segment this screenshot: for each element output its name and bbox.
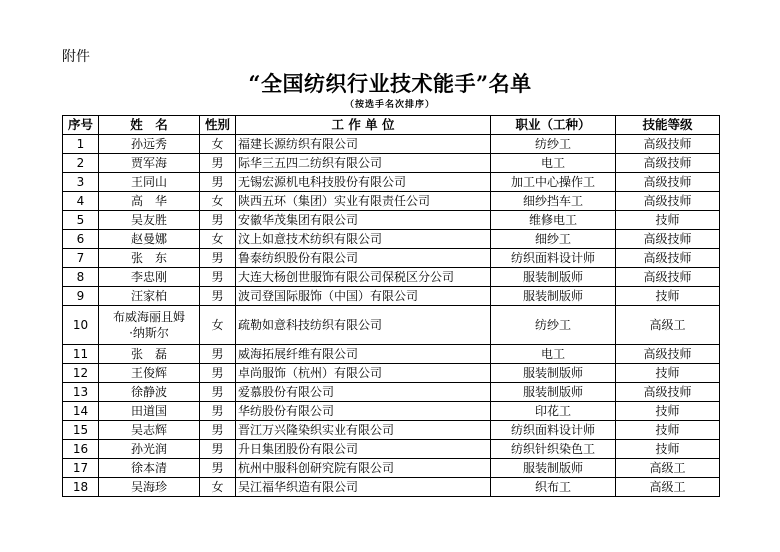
cell-occupation: 印花工 <box>491 402 616 421</box>
cell-number: 8 <box>63 268 99 287</box>
table-row <box>63 211 720 230</box>
cell-company: 波司登国际服饰（中国）有限公司 <box>236 287 491 306</box>
table-row <box>63 173 720 192</box>
cell-level: 高级技师 <box>616 249 720 268</box>
cell-name: 徐本清 <box>99 459 200 478</box>
cell-number: 11 <box>63 345 99 364</box>
cell-name: 吴海珍 <box>99 478 200 497</box>
cell-name: 孙光润 <box>99 440 200 459</box>
cell-company: 杭州中服科创研究院有限公司 <box>236 459 491 478</box>
cell-level: 技师 <box>616 364 720 383</box>
cell-level: 高级技师 <box>616 345 720 364</box>
cell-occupation: 纺纱工 <box>491 135 616 154</box>
cell-level: 技师 <box>616 402 720 421</box>
table-row <box>63 135 720 154</box>
cell-gender: 女 <box>200 135 236 154</box>
cell-gender: 男 <box>200 364 236 383</box>
cell-occupation: 服装制版师 <box>491 459 616 478</box>
cell-level: 高级技师 <box>616 268 720 287</box>
cell-name: 王同山 <box>99 173 200 192</box>
cell-occupation: 纺织针织染色工 <box>491 440 616 459</box>
document-title: “全国纺织行业技术能手”名单 <box>248 71 532 96</box>
cell-name: 高 华 <box>99 192 200 211</box>
cell-company: 鲁泰纺织股份有限公司 <box>236 249 491 268</box>
table-row <box>63 249 720 268</box>
cell-number: 9 <box>63 287 99 306</box>
cell-occupation: 电工 <box>491 154 616 173</box>
column-header-gender: 性别 <box>200 116 236 135</box>
cell-gender: 女 <box>200 478 236 497</box>
cell-level: 高级工 <box>616 478 720 497</box>
cell-company: 升日集团股份有限公司 <box>236 440 491 459</box>
cell-name: 吴志辉 <box>99 421 200 440</box>
cell-company: 卓尚服饰（杭州）有限公司 <box>236 364 491 383</box>
cell-level: 高级技师 <box>616 173 720 192</box>
cell-name: 赵曼娜 <box>99 230 200 249</box>
cell-gender: 男 <box>200 268 236 287</box>
table-row <box>63 440 720 459</box>
table-row <box>63 364 720 383</box>
cell-name: 王俊辉 <box>99 364 200 383</box>
cell-number: 12 <box>63 364 99 383</box>
cell-gender: 男 <box>200 211 236 230</box>
cell-level: 技师 <box>616 211 720 230</box>
cell-gender: 女 <box>200 192 236 211</box>
cell-gender: 男 <box>200 459 236 478</box>
cell-company: 晋江万兴隆染织实业有限公司 <box>236 421 491 440</box>
table-row <box>63 459 720 478</box>
document-subtitle: （按选手名次排序） <box>344 100 435 110</box>
cell-company: 福建长源纺织有限公司 <box>236 135 491 154</box>
cell-number: 3 <box>63 173 99 192</box>
table-row <box>63 383 720 402</box>
cell-occupation: 纺纱工 <box>491 306 616 345</box>
cell-level: 高级技师 <box>616 135 720 154</box>
cell-occupation: 服装制版师 <box>491 364 616 383</box>
cell-company: 陕西五环（集团）实业有限责任公司 <box>236 192 491 211</box>
cell-occupation: 纺织面料设计师 <box>491 249 616 268</box>
cell-company: 际华三五四二纺织有限公司 <box>236 154 491 173</box>
table-row <box>63 402 720 421</box>
cell-company: 大连大杨创世服饰有限公司保税区分公司 <box>236 268 491 287</box>
cell-name: 李忠刚 <box>99 268 200 287</box>
cell-level: 技师 <box>616 287 720 306</box>
column-header-company: 工 作 单 位 <box>236 116 491 135</box>
cell-level: 高级技师 <box>616 230 720 249</box>
cell-occupation: 服装制版师 <box>491 287 616 306</box>
table-row <box>63 268 720 287</box>
cell-name-line: ·纳斯尔 <box>129 326 169 340</box>
table-row <box>63 478 720 497</box>
cell-occupation: 电工 <box>491 345 616 364</box>
cell-company: 爱慕股份有限公司 <box>236 383 491 402</box>
cell-number: 16 <box>63 440 99 459</box>
cell-occupation: 纺织面料设计师 <box>491 421 616 440</box>
column-header-occupation: 职业（工种） <box>491 116 616 135</box>
cell-name: 张 磊 <box>99 345 200 364</box>
cell-level: 技师 <box>616 421 720 440</box>
cell-company: 安徽华茂集团有限公司 <box>236 211 491 230</box>
column-header-number: 序号 <box>63 116 99 135</box>
cell-name: 张 东 <box>99 249 200 268</box>
cell-number: 2 <box>63 154 99 173</box>
cell-company: 吴江福华织造有限公司 <box>236 478 491 497</box>
cell-name: 贾军海 <box>99 154 200 173</box>
cell-level: 技师 <box>616 440 720 459</box>
cell-occupation: 服装制版师 <box>491 383 616 402</box>
cell-company: 汶上如意技术纺织有限公司 <box>236 230 491 249</box>
cell-gender: 男 <box>200 421 236 440</box>
winners-table <box>62 115 720 497</box>
cell-name-line: 布威海丽且姆 <box>112 310 185 324</box>
cell-gender: 女 <box>200 306 236 345</box>
cell-number: 5 <box>63 211 99 230</box>
cell-gender: 男 <box>200 402 236 421</box>
cell-level: 高级技师 <box>616 154 720 173</box>
cell-level: 高级工 <box>616 306 720 345</box>
cell-number: 7 <box>63 249 99 268</box>
cell-name: 汪家柏 <box>99 287 200 306</box>
cell-company: 威海拓展纤维有限公司 <box>236 345 491 364</box>
cell-number: 14 <box>63 402 99 421</box>
cell-gender: 男 <box>200 383 236 402</box>
cell-number: 15 <box>63 421 99 440</box>
column-header-level: 技能等级 <box>616 116 720 135</box>
table-row <box>63 154 720 173</box>
cell-occupation: 加工中心操作工 <box>491 173 616 192</box>
cell-occupation: 细纱工 <box>491 230 616 249</box>
cell-level: 高级工 <box>616 459 720 478</box>
cell-company: 疏勒如意科技纺织有限公司 <box>236 306 491 345</box>
cell-gender: 男 <box>200 154 236 173</box>
cell-number: 6 <box>63 230 99 249</box>
cell-company: 无锡宏源机电科技股份有限公司 <box>236 173 491 192</box>
cell-number: 13 <box>63 383 99 402</box>
cell-occupation: 织布工 <box>491 478 616 497</box>
table-row <box>63 306 720 345</box>
cell-name: 吴友胜 <box>99 211 200 230</box>
table-row <box>63 421 720 440</box>
cell-gender: 女 <box>200 230 236 249</box>
cell-occupation: 服装制版师 <box>491 268 616 287</box>
table-header-row <box>63 116 720 135</box>
table-row <box>63 230 720 249</box>
cell-name: 徐静波 <box>99 383 200 402</box>
cell-occupation: 维修电工 <box>491 211 616 230</box>
cell-number: 18 <box>63 478 99 497</box>
cell-name: 田道国 <box>99 402 200 421</box>
cell-level: 高级技师 <box>616 383 720 402</box>
cell-gender: 男 <box>200 173 236 192</box>
cell-gender: 男 <box>200 287 236 306</box>
column-header-name: 姓 名 <box>99 116 200 135</box>
cell-gender: 男 <box>200 249 236 268</box>
table-row <box>63 345 720 364</box>
cell-occupation: 细纱挡车工 <box>491 192 616 211</box>
cell-company: 华纺股份有限公司 <box>236 402 491 421</box>
cell-number: 4 <box>63 192 99 211</box>
cell-gender: 男 <box>200 440 236 459</box>
table-row <box>63 192 720 211</box>
cell-number: 10 <box>63 306 99 345</box>
table-row <box>63 287 720 306</box>
cell-name: 孙远秀 <box>99 135 200 154</box>
cell-level: 高级技师 <box>616 192 720 211</box>
cell-number: 17 <box>63 459 99 478</box>
attachment-label: 附件 <box>62 49 90 65</box>
cell-number: 1 <box>63 135 99 154</box>
cell-gender: 男 <box>200 345 236 364</box>
cell-name <box>99 306 200 345</box>
